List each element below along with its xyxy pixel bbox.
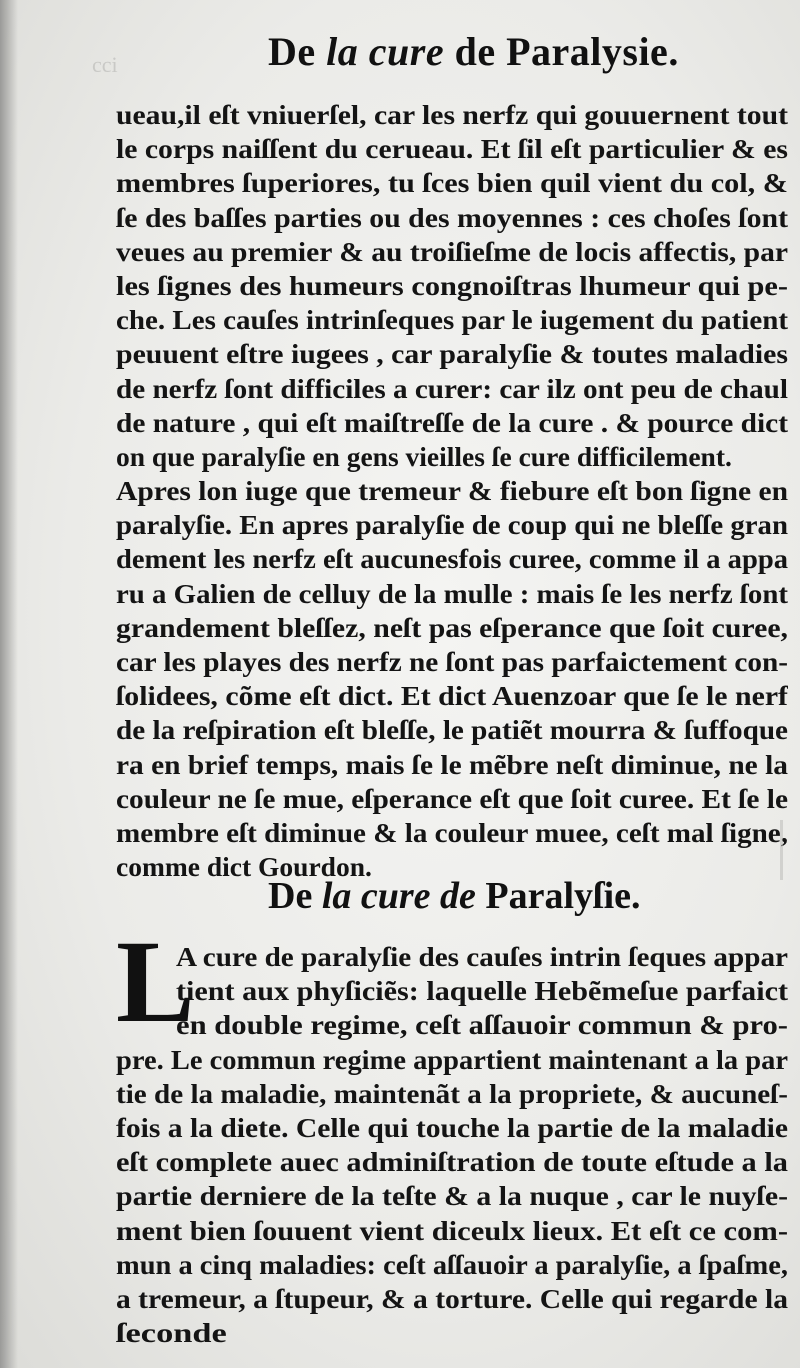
text-line: paralyſie. En apres paralyſie de coup qui ne bleſſe gran xyxy=(116,509,788,541)
text-line: le corps naiſſent du cerueau. Et ſil eſt particulier & es xyxy=(116,133,788,165)
text-line: a tremeur, a ſtupeur, & a torture. Celle qui regarde la xyxy=(116,1282,788,1314)
text-line: veues au premier & au troiſieſme de locis affectis, par xyxy=(116,235,788,267)
text-line: ra en brief temps, mais ſe le mẽbre neſt diminue, ne la xyxy=(116,748,788,780)
text-line: ſolidees, cõme eſt dict. Et dict Auenzoar que ſe le nerf xyxy=(116,680,788,712)
text-line: membre eſt diminue & la couleur muee, ceſt mal ſigne, xyxy=(116,816,788,848)
text-line: dement les nerfz eſt aucunesfois curee, comme il a appa xyxy=(116,543,788,575)
text-line: che. Les cauſes intrinſeques par le iugement du patient xyxy=(116,304,788,336)
drop-cap: L xyxy=(116,916,195,1047)
text-line: car les playes des nerfz ne ſont pas parfaictement con- xyxy=(116,646,788,677)
body-text xyxy=(116,98,788,884)
text-line: les ſignes des humeurs congnoiſtras lhumeur qui pe- xyxy=(116,269,788,301)
section-text xyxy=(116,940,788,1350)
text-line: pre. Le commun regime appartient maintenant a la par xyxy=(116,1043,788,1075)
text-line: ſe des baſſes parties ou des moyennes : ces choſes ſont xyxy=(116,201,788,233)
text-line: A cure de paralyſie des cauſes intrin ſeques appar xyxy=(176,941,788,972)
text-line: couleur ne ſe mue, eſperance eſt que ſoit curee. Et ſe le xyxy=(116,782,788,814)
text-line: grandement bleſſez, neſt pas eſperance que ſoit curee, xyxy=(116,611,788,643)
text-line: peuuent eſtre iugees , car paralyſie & toutes maladies xyxy=(116,338,788,370)
running-head xyxy=(268,28,679,75)
text-line: fois a la diete. Celle qui touche la partie de la maladie xyxy=(116,1111,788,1143)
running-head-italic: la cure xyxy=(326,29,445,74)
section-heading xyxy=(268,874,641,918)
text-line: comme dict Gourdon. xyxy=(116,851,372,883)
section-heading-pre: De xyxy=(268,875,322,917)
text-line: eſt complete auec adminiſtration de toute eſtude a la xyxy=(116,1146,788,1178)
running-head-pre: De xyxy=(268,29,327,74)
running-head-post: de Paralysie. xyxy=(444,29,679,74)
text-line: tient aux phyſiciẽs: laquelle Hebẽmeſue parfaict xyxy=(176,975,788,1007)
text-line: membres ſuperiores, tu ſces bien quil vient du col, & xyxy=(116,167,788,199)
gutter-shadow xyxy=(0,0,18,1368)
text-line: ſeconde xyxy=(116,1317,227,1349)
section-heading-post: Paralyſie. xyxy=(475,875,641,917)
section-heading-italic: la cure de xyxy=(321,875,476,917)
text-line: mun a cinq maladies: ceſt aſſauoir a paralyſie, a ſpaſme, xyxy=(116,1248,788,1280)
text-line: ment bien ſouuent vient diceulx lieux. Et eſt ce com- xyxy=(116,1214,788,1246)
text-line: ueau,il eſt vniuerſel, car les nerfz qui gouuernent tout xyxy=(116,99,788,130)
bleed-through-mark xyxy=(700,820,783,880)
text-line: de nerfz ſont difficiles a curer: car ilz ont peu de chaul xyxy=(116,372,788,404)
text-line: Apres lon iuge que tremeur & fiebure eſt bon ſigne en xyxy=(116,475,788,507)
text-line: partie derniere de la teſte & a la nuque , car le nuyſe- xyxy=(116,1180,788,1212)
text-line: on que paralyſie en gens vieilles ſe cure difficilement. xyxy=(116,440,732,472)
text-line: ru a Galien de celluy de la mulle : mais ſe les nerfz ſont xyxy=(116,577,788,609)
page-number-bleed: cci xyxy=(92,52,118,77)
text-line: en double regime, ceſt aſſauoir commun & pro- xyxy=(176,1009,788,1041)
text-line: de la reſpiration eſt bleſſe, le patiẽt mourra & ſuffoque xyxy=(116,714,788,746)
text-line: de nature , qui eſt maiſtreſſe de la cure . & pource dict xyxy=(116,406,788,438)
text-line: tie de la maladie, maintenãt a la propriete, & aucuneſ- xyxy=(116,1077,788,1109)
